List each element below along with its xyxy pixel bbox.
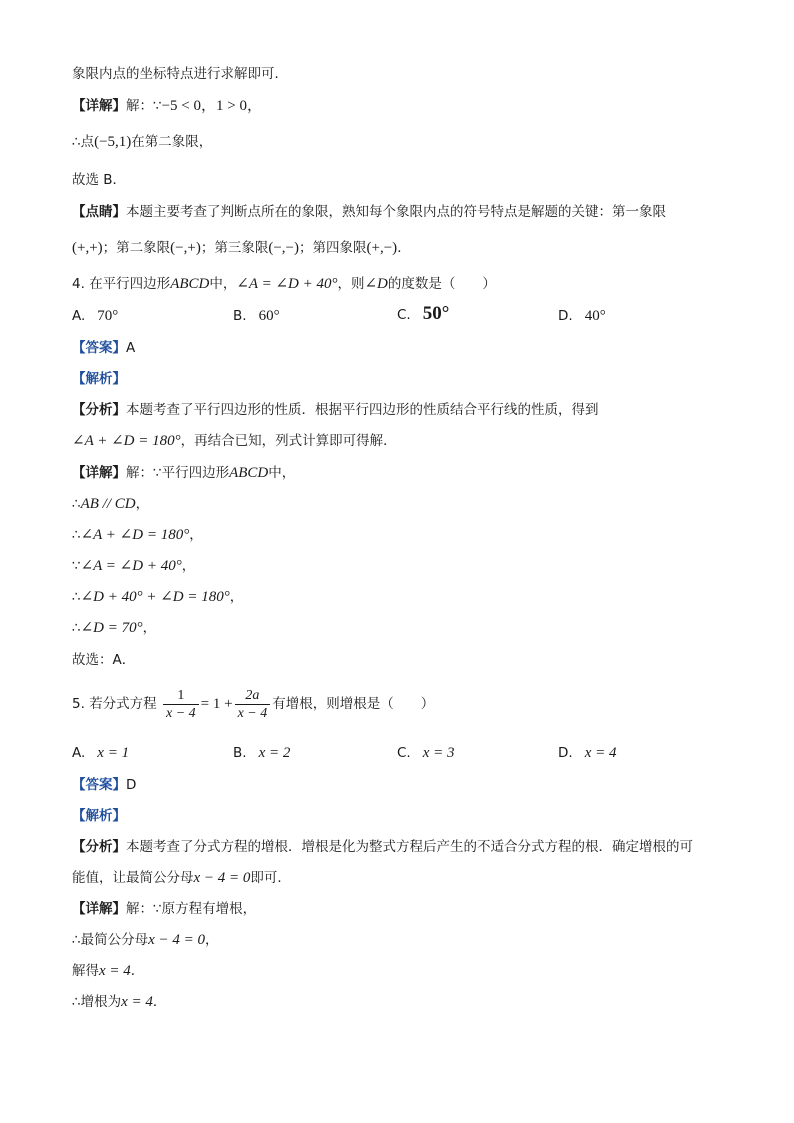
comment-text: 本题主要考查了判断点所在的象限，熟知每个象限内点的符号特点是解题的关键：第一象限: [126, 204, 666, 220]
detail-tag: 【详解】: [72, 901, 126, 917]
option-value: x = 1: [97, 745, 130, 761]
q4-answer-line: [72, 338, 135, 358]
step-expr: x − 4 = 0: [148, 932, 205, 948]
q4-step: [72, 587, 243, 607]
sentence-end: ．: [397, 240, 411, 256]
analysis-tag: 【解析】: [72, 808, 126, 824]
step-punct: ，: [189, 527, 203, 543]
shape-name: ABCD: [229, 465, 269, 481]
q5-analysis-tag: [72, 806, 126, 826]
quadrant-3-label: ；第三象限: [200, 240, 269, 256]
analyze-text-2: ，再结合已知，列式计算即可得解．: [180, 433, 397, 449]
q5-analyze-line: [72, 837, 693, 857]
asked-angle: ∠D: [364, 276, 388, 292]
q4-option-a[interactable]: [72, 306, 118, 326]
q5-option-a[interactable]: [72, 743, 129, 763]
q4-step: [72, 556, 195, 576]
stem-text: 有增根，则增根是（ ）: [272, 696, 435, 712]
stem-text: ，则: [337, 276, 365, 292]
step-expr: x = 4: [99, 963, 131, 979]
conclusion-suffix: 在第二象限，: [131, 134, 213, 150]
analyze-tag: 【分析】: [72, 839, 126, 855]
step-text: ∴增根为: [72, 994, 122, 1010]
analysis-tag: 【解析】: [72, 371, 126, 387]
option-value: 40°: [584, 308, 606, 324]
option-label: A.: [72, 308, 86, 324]
answer-tag: 【答案】: [72, 340, 126, 356]
option-label: D.: [558, 745, 573, 761]
analyze-text-3: 即可．: [250, 870, 291, 886]
option-value: x = 4: [584, 745, 617, 761]
option-value: x = 2: [258, 745, 291, 761]
q4-step: [72, 618, 156, 638]
point-coordinates: (−5,1): [94, 134, 132, 150]
q5-detail-line: [72, 899, 256, 919]
analyze-text-2: 能值，让最简公分母: [72, 870, 194, 886]
step-punct: ．: [152, 994, 167, 1010]
comment-tag: 【点睛】: [72, 204, 126, 220]
analyze-equation: x − 4 = 0: [193, 870, 251, 886]
q5-step: [72, 992, 166, 1012]
fraction-numerator: 1: [163, 687, 199, 705]
analyze-text: 本题考查了分式方程的增根．增根是化为整式方程后产生的不适合分式方程的根．确定增根的可: [126, 839, 693, 855]
detail-text: 解：∵原方程有增根，: [126, 901, 257, 917]
fraction-1: [163, 687, 199, 722]
step-text: ∴最简公分母: [72, 932, 149, 948]
conclusion-prefix: ∴点: [72, 134, 95, 150]
fraction-numerator: 2a: [235, 687, 271, 705]
detail-text: 中，: [268, 465, 296, 481]
stem-text: 在平行四边形: [89, 276, 171, 292]
step-expr: x = 4: [121, 994, 153, 1010]
q4-step: [72, 494, 149, 514]
step-expr: ∠A = ∠D + 40°: [80, 558, 182, 574]
quadrant-3-signs: (−,−): [268, 240, 300, 256]
question-number: 5.: [72, 696, 85, 712]
option-value: x = 3: [422, 745, 455, 761]
shape-name: ABCD: [170, 276, 210, 292]
option-value: 50°: [422, 303, 450, 324]
inequality: −5 < 0，1 > 0，: [161, 98, 262, 114]
step-expr: AB // CD: [80, 496, 136, 512]
prev-conclusion-line: [72, 132, 212, 152]
fraction-2: [235, 687, 271, 722]
q4-analysis-tag: [72, 369, 126, 389]
q5-analyze-line-2: [72, 868, 291, 888]
fraction-denominator: x − 4: [237, 705, 268, 721]
quadrant-4-label: ；第四象限: [299, 240, 367, 256]
step-symbol: ∴: [72, 496, 81, 512]
stem-text: 中，: [209, 276, 237, 292]
question-5-stem: [72, 684, 434, 724]
equation-middle: = 1 +: [200, 696, 233, 712]
q5-option-c[interactable]: [397, 743, 455, 763]
continuation-line: 象限内点的坐标特点进行求解即可．: [72, 66, 288, 82]
q4-option-d[interactable]: [558, 306, 606, 326]
step-punct: ，: [229, 589, 244, 605]
q4-analyze-line: [72, 400, 599, 420]
answer-value: A: [126, 340, 136, 356]
detail-tag: 【详解】: [72, 465, 126, 481]
quadrant-signs-line: [72, 238, 411, 258]
option-value: 70°: [97, 308, 119, 324]
quadrant-2-label: ；第二象限: [102, 240, 171, 256]
option-label: A.: [72, 745, 86, 761]
step-punct: ，: [205, 932, 219, 948]
condition-expr: ∠A = ∠D + 40°: [236, 276, 338, 292]
step-symbol: ∴: [72, 620, 81, 636]
step-punct: ，: [135, 496, 150, 512]
q4-option-b[interactable]: [233, 306, 280, 326]
q4-detail-line: [72, 463, 295, 483]
q4-step: [72, 525, 203, 545]
answer-tag: 【答案】: [72, 777, 126, 793]
step-punct: ，: [142, 620, 157, 636]
detail-tag: 【详解】: [72, 98, 126, 114]
step-symbol: ∴: [72, 527, 81, 543]
detail-text: 解：∵平行四边形: [126, 465, 230, 481]
step-punct: ．: [130, 963, 145, 979]
q4-analyze-line-2: [72, 431, 397, 451]
option-value: 60°: [258, 308, 280, 324]
step-symbol: ∵: [72, 558, 81, 574]
prev-detail-line: [72, 96, 262, 116]
step-expr: ∠D + 40° + ∠D = 180°: [80, 589, 230, 605]
quadrant-2-signs: (−,+): [170, 240, 201, 256]
analyze-equation: ∠A + ∠D = 180°: [72, 433, 181, 449]
option-label: B.: [233, 308, 247, 324]
prev-comment-line: [72, 202, 666, 222]
option-label: D.: [558, 308, 573, 324]
step-punct: ，: [181, 558, 196, 574]
q5-option-d[interactable]: [558, 743, 616, 763]
option-label: B.: [233, 745, 247, 761]
fraction-denominator: x − 4: [165, 705, 196, 721]
prev-choice-line: 故选 B．: [72, 172, 127, 188]
step-expr: ∠D = 70°: [80, 620, 143, 636]
answer-value: D: [126, 777, 137, 793]
q5-answer-line: [72, 775, 136, 795]
stem-text: 的度数是（ ）: [387, 276, 496, 292]
question-4-stem: [72, 274, 496, 294]
quadrant-1-signs: (+,+): [72, 240, 103, 256]
q5-step: [72, 930, 219, 950]
option-label: C.: [397, 745, 411, 761]
q4-option-c[interactable]: [397, 304, 449, 325]
quadrant-4-signs: (+,−): [366, 240, 398, 256]
step-expr: ∠A + ∠D = 180°: [80, 527, 190, 543]
q5-option-b[interactable]: [233, 743, 290, 763]
stem-text: 若分式方程: [89, 696, 157, 712]
analyze-tag: 【分析】: [72, 402, 126, 418]
step-symbol: ∴: [72, 589, 81, 605]
option-label: C.: [397, 307, 411, 323]
detail-text: 解：∵: [126, 98, 162, 114]
q4-choice-line: 故选：A．: [72, 652, 136, 668]
question-number: 4.: [72, 276, 85, 292]
step-text: 解得: [72, 963, 99, 979]
q5-step: [72, 961, 144, 981]
analyze-text: 本题考查了平行四边形的性质．根据平行四边形的性质结合平行线的性质，得到: [126, 402, 599, 418]
